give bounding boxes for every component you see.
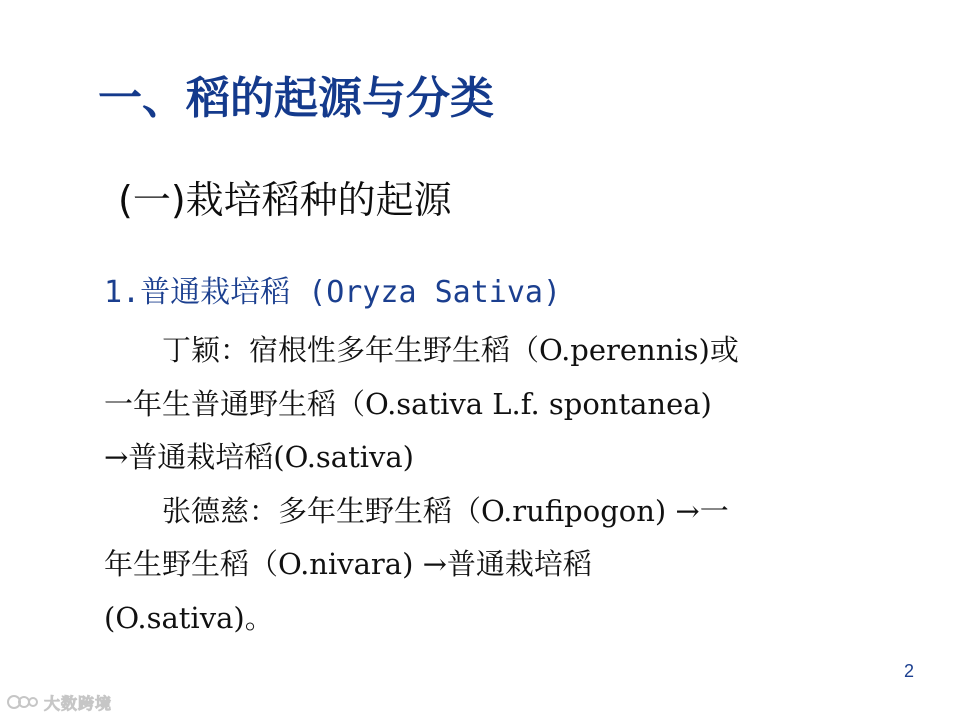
section-heading: 1.普通栽培稻 (Oryza Sativa) [104,275,562,310]
body-line: →普通栽培稻(O.sativa) [104,440,414,474]
body-line: 张德慈：多年生野生稻（O.rufipogon) →一 [162,493,729,528]
watermark-text: 大数跨境 [44,693,113,713]
body-line: 年生野生稻（O.nivara) →普通栽培稻 [104,547,592,581]
page-number: 2 [904,661,915,681]
slide-title: 一、稻的起源与分类 [98,73,494,124]
body-text [104,324,904,645]
body-line: 一年生普通野生稻（O.sativa L.f. spontanea) [104,386,712,421]
body-line: (O.sativa)。 [104,600,274,635]
body-line: 丁颖：宿根性多年生野生稻（O.perennis)或 [162,333,739,367]
watermark [6,690,112,714]
slide-subtitle: (一)栽培稻种的起源 [118,178,452,222]
watermark-logo-icon [6,692,38,712]
